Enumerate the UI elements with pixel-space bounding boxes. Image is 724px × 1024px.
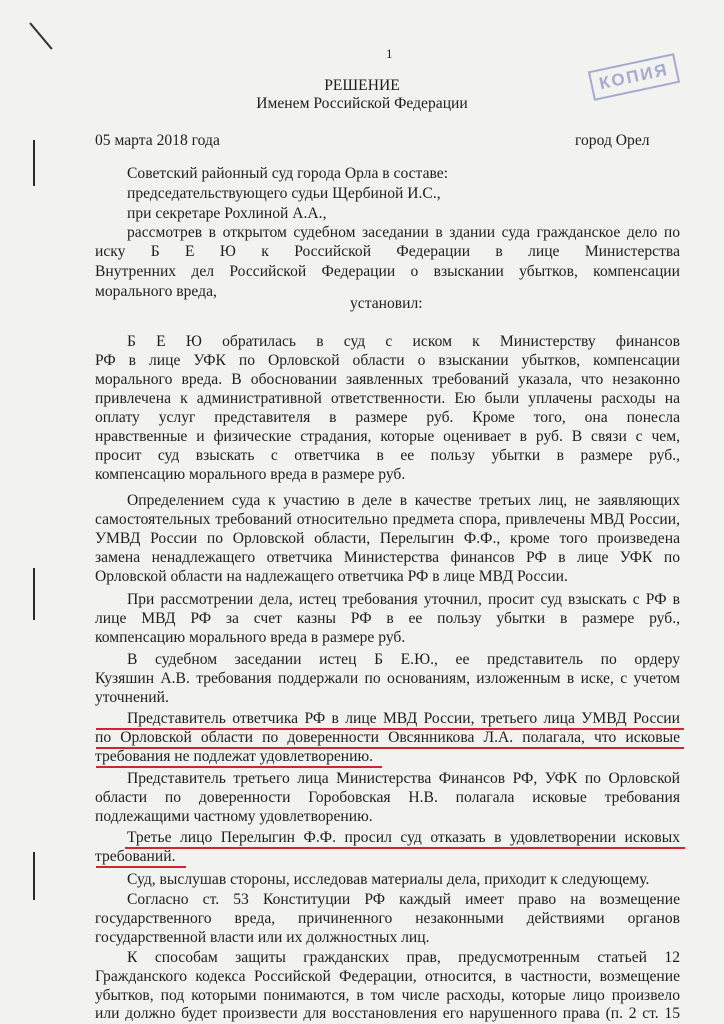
text-line: требования не подлежат удовлетворению.: [95, 748, 374, 765]
text-line: уточнений.: [95, 689, 169, 706]
document-subtitle: Именем Российской Федерации: [256, 95, 468, 112]
text-line: убытков, под которыми понимаются, в том числе расходы, которые лицо произвело: [95, 987, 680, 1004]
text-line: К способам защиты гражданских прав, предусмотренным статьей 12: [127, 949, 680, 966]
text-line: государственного вреда, причиненного незаконными действиями органов: [95, 910, 680, 927]
text-line: компенсацию морального вреда в размере руб.: [95, 466, 406, 483]
text-line: Кузяшин А.В. требования поддержали по основаниям, изложенным в иске, с учетом: [95, 670, 680, 687]
text-line: РФ в лице УФК по Орловской области о взыскании убытков, компенсации: [95, 352, 680, 369]
text-line: В судебном заседании истец Б Е.Ю., ее представитель по ордеру: [127, 651, 680, 668]
pen-slash-mark: [29, 22, 52, 49]
text-line: по Орловской области по доверенности Овсянникова Л.А. полагала, что исковые: [95, 729, 680, 746]
text-line: Б Е Ю обратилась в суд с иском к Министерству финансов: [127, 333, 680, 350]
text-line: иску Б Е Ю к Российской Федерации в лице Министерства: [95, 243, 680, 260]
document-title: РЕШЕНИЕ: [324, 77, 400, 94]
text-line: области по доверенности Горобовская Н.В. полагала исковые требования: [95, 789, 680, 806]
copy-stamp: КОПИЯ: [588, 53, 680, 101]
margin-mark: [33, 140, 35, 186]
text-line: просит суд взыскать с ответчика в ее пользу убытки в размере руб.,: [95, 447, 680, 464]
text-line: Внутренних дел Российской Федерации о взыскании убытков, компенсации: [95, 263, 680, 280]
text-line: Суд, выслушав стороны, исследовав материалы дела, приходит к следующему.: [127, 871, 650, 888]
text-line: или должно будет произвести для восстановления его нарушенного права (п. 2 ст. 15: [95, 1005, 680, 1022]
text-line: рассмотрев в открытом судебном заседании в здании суда гражданское дело по: [127, 224, 680, 241]
text-line: самостоятельных требований относительно предмета спора, привлечены МВД России,: [95, 511, 680, 528]
text-line: при секретаре Рохлиной А.А.,: [127, 205, 327, 222]
text-line: привлечена к административной ответственности. Ею были уплачены расходы на: [95, 390, 680, 407]
text-line: Советский районный суд города Орла в составе:: [127, 165, 449, 182]
text-line: При рассмотрении дела, истец требования уточнил, просит суд взыскать с РФ в: [127, 591, 680, 608]
text-line: замена ненадлежащего ответчика Министерства финансов РФ в лице УФК по: [95, 549, 680, 566]
text-line: Орловской области на надлежащего ответчика РФ в лице МВД России.: [95, 568, 568, 585]
text-line: УМВД России по Орловской области, Перелыгин Ф.Ф., кроме того произведена: [95, 530, 680, 547]
text-line: оплату услуг представителя в размере руб. Кроме того, она понесла: [95, 409, 680, 426]
text-line: Определением суда к участию в деле в качестве третьих лиц, не заявляющих: [127, 492, 680, 509]
document-city: город Орел: [575, 132, 650, 149]
section-heading: установил:: [350, 295, 423, 312]
text-line: морального вреда,: [95, 283, 217, 300]
red-underline: [125, 847, 685, 849]
text-line: морального вреда. В обосновании заявленных требований указала, что незаконно: [95, 371, 680, 388]
text-line: председательствующего судьи Щербиной И.С.,: [127, 185, 441, 202]
text-line: требований.: [95, 848, 176, 865]
text-line: Представитель третьего лица Министерства Финансов РФ, УФК по Орловской: [127, 770, 680, 787]
text-line: Третье лицо Перелыгин Ф.Ф. просил суд отказать в удовлетворении исковых: [127, 829, 680, 846]
text-line: Представитель ответчика РФ в лице МВД России, третьего лица УМВД России: [127, 710, 680, 727]
document-date: 05 марта 2018 года: [95, 132, 220, 149]
red-underline: [96, 866, 186, 868]
margin-mark: [33, 568, 35, 620]
text-line: государственной власти или их должностных лиц.: [95, 929, 430, 946]
text-line: лице МВД РФ за счет казны РФ в ее пользу убытки в размере руб.,: [95, 610, 680, 627]
red-underline: [96, 766, 382, 768]
margin-mark: [33, 852, 35, 900]
text-line: компенсацию морального вреда в размере руб.: [95, 629, 406, 646]
text-line: Гражданского кодекса Российской Федерации, относится, в частности, возмещение: [95, 968, 680, 985]
text-line: подлежащими частному удовлетворению.: [95, 808, 373, 825]
page-number: 1: [386, 46, 393, 61]
text-line: Согласно ст. 53 Конституции РФ каждый имеет право на возмещение: [127, 891, 680, 908]
text-line: нравственные и физические страдания, которые оценивает в руб. В связи с чем,: [95, 428, 680, 445]
